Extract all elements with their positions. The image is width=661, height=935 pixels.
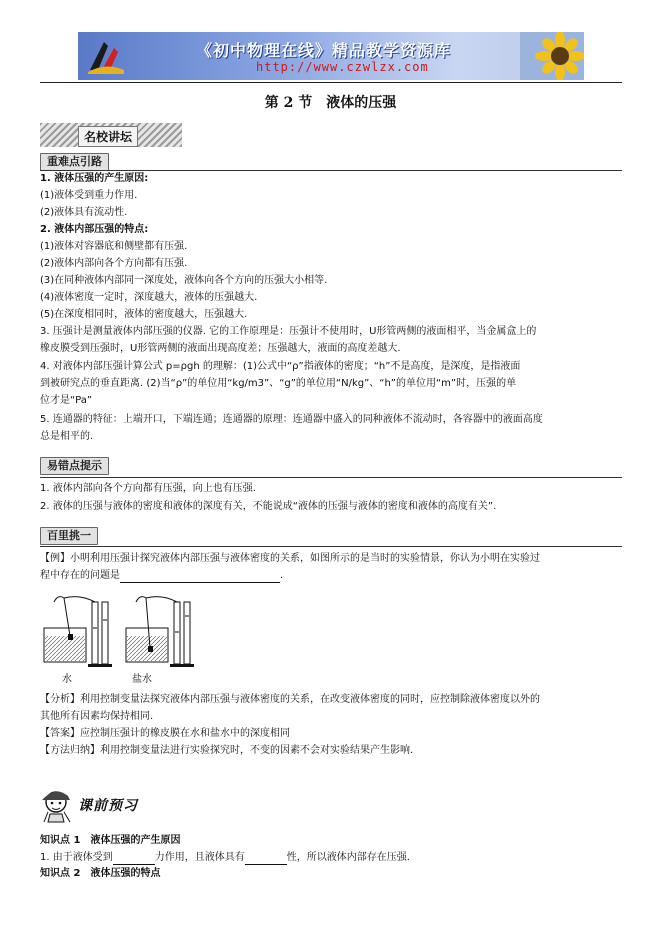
yicuo-tag: 易错点提示 [40, 457, 109, 475]
experiment-figure [40, 592, 200, 674]
header-banner [78, 32, 584, 80]
text-line: 到被研究点的垂直距离. (2)当“ρ”的单位用“kg/m3”、“g”的单位用“N/kg”、“h”的单位用“m”时，压强的单 [40, 378, 517, 389]
answer-blank[interactable] [120, 572, 280, 583]
point2-title: 知识点 2 液体压强的特点 [40, 868, 161, 879]
sunflower-icon [520, 32, 584, 80]
water-setup [44, 597, 112, 667]
blank-force[interactable] [113, 854, 155, 865]
text-line: (3)在同种液体内部同一深度处，液体向各个方向的压强大小相等. [40, 275, 328, 286]
analysis-line: 【分析】利用控制变量法探究液体内部压强与液体密度的关系，在改变液体密度的同时，应控制除液体密度以外的 [40, 694, 540, 705]
text-line: (2)液体具有流动性. [40, 207, 128, 218]
text-line: 3. 压强计是测量液体内部压强的仪器. 它的工作原理是：压强计不使用时，U形管两侧的液面相平，当金属盒上的 [40, 326, 537, 337]
zhongnan-rule [40, 170, 622, 171]
banner-url[interactable]: http://www.czwlzx.com [256, 60, 429, 74]
text-line: (1)液体受到重力作用. [40, 190, 138, 201]
text-line: 5. 连通器的特征：上端开口，下端连通；连通器的原理：连通器中盛入的同种液体不流动时，各容器中的液面高度 [40, 414, 543, 425]
answer-line: 【答案】应控制压强计的橡皮膜在水和盐水中的深度相同 [40, 728, 290, 739]
text-line: 总是相平的. [40, 431, 94, 442]
text-line: 2. 液体的压强与液体的密度和液体的深度有关，不能说成“液体的压强与液体的密度和液体的高度有关”. [40, 501, 497, 512]
text-line: (5)在深度相同时，液体的密度越大，压强越大. [40, 309, 248, 320]
site-logo-icon [84, 36, 128, 76]
text-line: (4)液体密度一定时，深度越大，液体的压强越大. [40, 292, 258, 303]
point1-title: 知识点 1 液体压强的产生原因 [40, 835, 181, 846]
zhongnan-tag: 重难点引路 [40, 153, 109, 171]
blank-property[interactable] [245, 854, 287, 865]
banner-title: 《初中物理在线》精品教学资源库 [196, 41, 452, 60]
text-line: 1. 液体压强的产生原因: [40, 173, 149, 184]
yicuo-rule [40, 477, 622, 478]
text-line: (2)液体内部向各个方向都有压强. [40, 258, 188, 269]
text-line: 1. 液体内部向各个方向都有压强，向上也有压强. [40, 483, 256, 494]
baili-rule [40, 546, 622, 547]
question-text: 力作用，且液体具有 [154, 852, 245, 863]
text-line: 橡皮膜受到压强时，U形管两侧的液面出现高度差；压强越大，液面的高度差越大. [40, 343, 401, 354]
figure-label-water: 水 [62, 674, 72, 685]
example-text: 程中存在的问题是 [40, 570, 120, 581]
text-line: 位才是“Pa” [40, 395, 93, 406]
saltwater-setup [126, 597, 194, 667]
section-title: 第 2 节 液体的压强 [264, 95, 397, 111]
example-line: 程中存在的问题是 . [40, 570, 284, 581]
method-line: 【方法归纳】利用控制变量法进行实验探究时，不变的因素不会对实验结果产生影响. [40, 745, 414, 756]
text-line: 4. 对液体内部压强计算公式 p=ρgh 的理解：(1)公式中“ρ”指液体的密度；“h”不是高度，是深度，是指液面 [40, 361, 521, 372]
baili-tag: 百里挑一 [40, 527, 98, 545]
preview-label: 课前预习 [78, 798, 138, 814]
mingxiao-banner [40, 123, 182, 147]
figure-label-saltwater: 盐水 [132, 674, 152, 685]
point1-question [40, 851, 625, 865]
example-line: 【例】小明利用压强计探究液体内部压强与液体密度的关系，如图所示的是当时的实验情景，你认为小明在实验过 [40, 553, 540, 564]
header-rule [40, 82, 622, 83]
text-line: 2. 液体内部压强的特点: [40, 224, 149, 235]
analysis-line: 其他所有因素均保持相同. [40, 711, 154, 722]
question-text: 1. 由于液体受到 [40, 852, 113, 863]
mingxiao-label: 名校讲坛 [78, 126, 138, 147]
question-text: 性，所以液体内部存在压强. [286, 852, 410, 863]
text-line: (1)液体对容器底和侧壁都有压强. [40, 241, 188, 252]
